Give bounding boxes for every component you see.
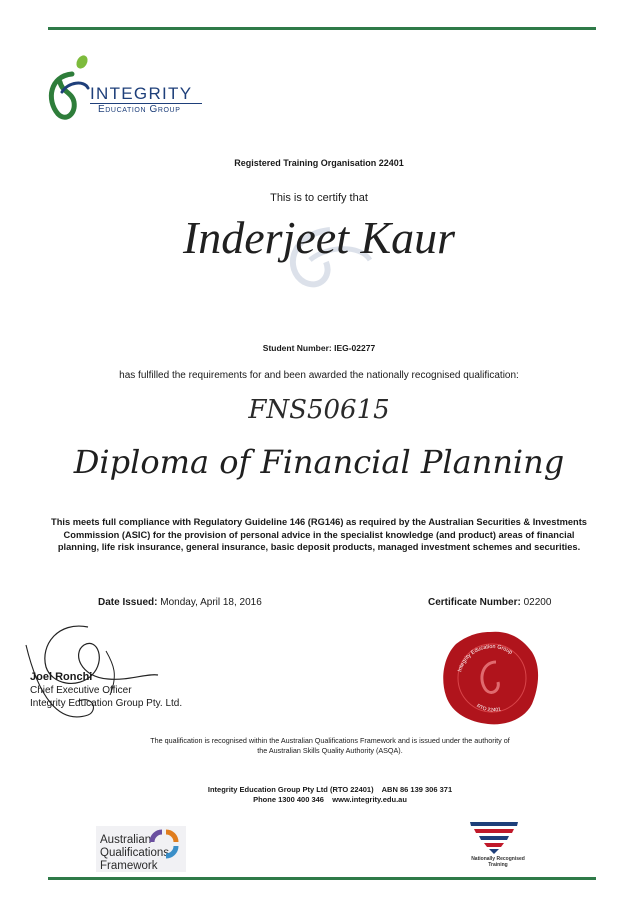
certify-text: This is to certify that bbox=[270, 192, 368, 204]
seal-top-text: Integrity Education Group bbox=[457, 643, 514, 673]
logo-subtitle: Education Group bbox=[98, 104, 181, 115]
contact-line: Integrity Education Group Pty Ltd (RTO 22401) ABN 86 139 306 371 bbox=[207, 785, 453, 794]
compliance-line: Commission (ASIC) for the provision of personal advice in the specialist knowledge (and product) areas of financial bbox=[63, 529, 575, 540]
compliance-statement bbox=[50, 516, 588, 554]
bottom-border bbox=[48, 877, 596, 880]
signatory-org: Integrity Education Group Pty. Ltd. bbox=[30, 698, 183, 709]
certificate-number-label: Certificate Number: bbox=[428, 597, 521, 608]
signatory-block bbox=[30, 671, 182, 710]
date-value: Monday, April 18, 2016 bbox=[160, 597, 262, 608]
date-label: Date Issued: bbox=[98, 597, 158, 608]
aqf-note-line: The qualification is recognised within the Australian Qualifications Framework and is issued under the authority of bbox=[150, 736, 510, 745]
nrt-logo-icon bbox=[470, 820, 520, 854]
certificate-number bbox=[428, 597, 551, 608]
aqf-note-line: the Australian Skills Quality Authority (ASQA). bbox=[257, 746, 403, 755]
fulfilled-text: has fulfilled the requirements for and been awarded the nationally recognised qualification: bbox=[119, 370, 519, 381]
signatory-name: Joel Ronchi bbox=[30, 671, 93, 683]
seal-bottom-text: RTO 22401 bbox=[475, 703, 502, 714]
nrt-logo-line: Training bbox=[488, 862, 508, 868]
contact-details bbox=[130, 785, 530, 805]
wax-seal-icon bbox=[438, 628, 542, 728]
recipient-name: Inderjeet Kaur bbox=[182, 212, 456, 263]
nrt-logo-line: Nationally Recognised bbox=[471, 856, 525, 862]
course-title: Diploma of Financial Planning bbox=[73, 443, 565, 481]
nrt-logo bbox=[458, 856, 538, 868]
certificate-number-value: 02200 bbox=[523, 597, 552, 608]
student-number: Student Number: IEG-02277 bbox=[262, 343, 376, 353]
compliance-line: This meets full compliance with Regulatory Guideline 146 (RG146) as required by the Australian Securities & Investments bbox=[51, 517, 587, 527]
contact-line: Phone 1300 400 346 www.integrity.edu.au bbox=[253, 795, 407, 804]
aqf-note bbox=[130, 736, 530, 756]
aqf-logo-line: Qualifications bbox=[100, 847, 170, 859]
date-issued bbox=[98, 597, 262, 608]
logo-name: INTEGRITY bbox=[90, 84, 193, 103]
integrity-logo-icon bbox=[44, 52, 96, 124]
rto-line: Registered Training Organisation 22401 bbox=[234, 158, 404, 168]
compliance-line: planning, life risk insurance, general insurance, basic deposit products, managed investment schemes and securities. bbox=[57, 542, 581, 552]
signatory-role: Chief Executive Officer bbox=[30, 685, 132, 696]
top-border bbox=[48, 27, 596, 30]
aqf-logo-icon bbox=[148, 828, 180, 860]
aqf-logo-line: Australian bbox=[100, 834, 152, 846]
aqf-logo-line: Framework bbox=[100, 860, 158, 872]
course-code: FNS50615 bbox=[248, 395, 390, 425]
